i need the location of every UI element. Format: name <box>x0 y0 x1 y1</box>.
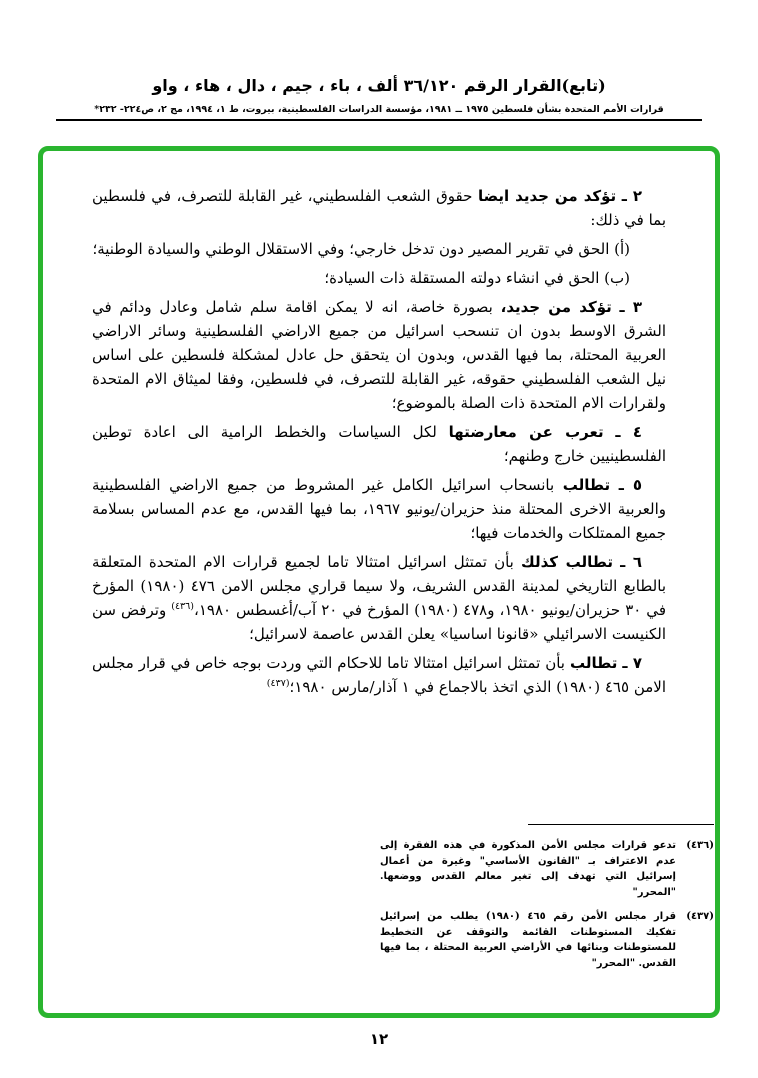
paragraph-4-number: ٤ ـ <box>615 423 642 441</box>
paragraph-3-text: بصورة خاصة، انه لا يمكن اقامة سلم شامل وعادل ودائم في الشرق الاوسط بدون ان تنسحب اسرائيل من جميع الاراضي الفلسطينية وسائر الاراضي العربية المحتلة، بما فيها القدس، وبدون ان يتحقق حل عادل لمشكلة فلسطين على اساس نيل الشعب الفلسطيني حقوقه، غير القابلة للتصرف، في فلسطين، وفقا لميثاق الام المتحدة ولقرارات الام المتحدة ذات الصلة بالموضوع؛ <box>92 298 666 412</box>
footnote-divider <box>528 824 714 825</box>
paragraph-6-lead: تطالب كذلك <box>521 553 613 571</box>
paragraph-3 <box>92 295 666 415</box>
footnotes-section <box>380 824 714 980</box>
footnote-ref-437: (٤٣٧) <box>266 678 290 689</box>
paragraph-4-lead: تعرب عن معارضتها <box>448 423 604 441</box>
paragraph-4-text: لكل السياسات والخطط الرامية الى اعادة توطين الفلسطينيين خارج وطنهم؛ <box>92 423 666 465</box>
paragraph-3-number: ٣ ـ <box>619 298 642 316</box>
source-citation: قرارات الأمم المتحدة بشأن فلسطين ١٩٧٥ ــ ١٩٨١، مؤسسة الدراسات الفلسطينية، بيروت، ط ١، ١٩٩٤، مج ٢، ص٢٢٤- ٢٣٢* <box>94 104 664 115</box>
paragraph-6-number: ٦ ـ <box>620 553 642 571</box>
paragraph-2-number: ٢ ـ <box>621 187 642 205</box>
footnote-437 <box>380 909 714 971</box>
paragraph-7 <box>92 651 666 699</box>
footnote-436-text: تدعو قرارات مجلس الأمن المذكورة في هذه الفقرة إلى عدم الاعتراف بـ "القانون الأساسي" وغيرة من أعمال إسرائيل التي تهدف إلى تغير معالم القدس ووضعها. "المحرر" <box>380 840 676 898</box>
paragraph-2b-text: (ب) الحق في انشاء دولته المستقلة ذات السيادة؛ <box>324 269 630 287</box>
footnote-ref-436: (٤٣٦) <box>171 601 194 612</box>
page-number: ١٢ <box>369 1030 389 1048</box>
paragraph-5-number: ٥ ـ <box>618 476 642 494</box>
header-divider <box>56 119 702 121</box>
resolution-body <box>92 184 666 704</box>
paragraph-7-text: بأن تمتثل اسرائيل امتثالا تاما للاحكام التي وردت بوجه خاص في قرار مجلس الامن ٤٦٥ (١٩٨٠) الذي اتخذ بالاجماع في ١ آذار/مارس ١٩٨٠؛ <box>92 654 666 696</box>
footnote-436-number: (٤٣٦) <box>686 840 714 851</box>
paragraph-4 <box>92 420 666 468</box>
paragraph-2a-text: (أ) الحق في تقرير المصير دون تدخل خارجي؛ وفي الاستقلال الوطني والسيادة الوطنية؛ <box>92 240 630 258</box>
paragraph-2a <box>92 237 666 261</box>
paragraph-6-text-1: بأن تمتثل اسرائيل امتثالا تاما لجميع قرارات الام المتحدة المتعلقة بالطابع التاريخي لمدينة القدس الشريف، ولا سيما قراري مجلس الامن ٤٧٦ (١٩٨٠) المؤرخ في ٣٠ حزيران/يونيو ١٩٨٠، و٤٧٨ (١٩٨٠) المؤرخ في ٢٠ آب/أغسطس ١٩٨٠، <box>92 553 666 619</box>
paragraph-2b <box>92 266 666 290</box>
paragraph-2-text: حقوق الشعب الفلسطيني، غير القابلة للتصرف، في فلسطين بما في ذلك: <box>92 187 666 229</box>
footnote-436 <box>380 838 714 900</box>
paragraph-2-lead: تؤكد من جديد ايضا <box>477 187 617 205</box>
paragraph-5-lead: تطالب <box>562 476 611 494</box>
footnote-437-text: قرار مجلس الأمن رقم ٤٦٥ (١٩٨٠) يطلب من إسرائيل تفكيك المستوطنات القائمة والتوقف عن التخطيط للمستوطنات وبنائها في الأراضي العربية المحتلة ، بما فيها القدس. "المحرر" <box>380 911 676 969</box>
footnote-437-number: (٤٣٧) <box>686 911 714 922</box>
paragraph-2 <box>92 184 666 232</box>
paragraph-7-lead: تطالب <box>569 654 618 672</box>
paragraph-6 <box>92 550 666 646</box>
paragraph-7-number: ٧ ـ <box>622 654 643 672</box>
resolution-title: (تابع)القرار الرقم ٣٦/١٢٠ ألف ، باء ، جيم ، دال ، هاء ، واو <box>152 76 606 95</box>
paragraph-3-lead: تؤكد من جديد، <box>500 298 612 316</box>
paragraph-5 <box>92 473 666 545</box>
page-header <box>0 76 758 121</box>
paragraph-6-text-2: وترفض سن الكنيست الاسرائيلي «قانونا اساسيا» يعلن القدس عاصمة لاسرائيل؛ <box>92 601 666 643</box>
paragraph-5-text: بانسحاب اسرائيل الكامل غير المشروط من جميع الاراضي الفلسطينية والعربية الاخرى المحتلة منذ حزيران/يونيو ١٩٦٧، بما فيها القدس، مع عدم المساس بسلامة جميع الممتلكات والخدمات فيها؛ <box>92 476 666 542</box>
